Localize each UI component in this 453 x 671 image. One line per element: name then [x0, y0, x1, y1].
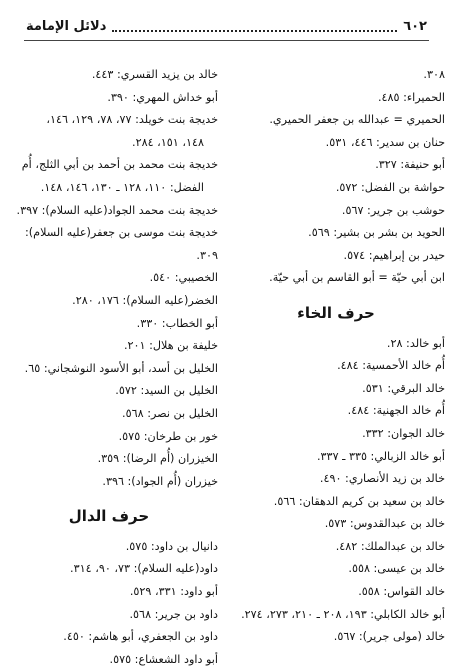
index-entry: خالد (مولى جرير): ٥٦٧.: [333, 630, 445, 644]
index-entry: دانيال بن داود: ٥٧٥.: [125, 539, 218, 553]
index-entry: خديجة بنت محمد الجواد(عليه السلام): ٣٩٧.: [16, 203, 218, 217]
left-entries-bottom: [0, 536, 218, 671]
index-entry: أُم خالد الأحمسية: ٤٨٤.: [337, 359, 445, 373]
index-entry: أبو حنيفة: ٣٢٧.: [375, 158, 445, 172]
right-entries-top: [227, 64, 445, 290]
index-entry: أبو خالد الزبالي: ٣٣٥ ـ ٣٣٧.: [316, 449, 445, 463]
index-entry: الحميري = عبدالله بن جعفر الحميري.: [269, 113, 445, 127]
index-entry: داود بن جرير: ٥٦٨.: [129, 607, 218, 621]
index-entry: أُم خالد الجهنية: ٤٨٤.: [347, 404, 445, 418]
index-entry: الخضر(عليه السلام): ١٧٦، ٢٨٠.: [72, 293, 218, 307]
index-entry: حوشب بن جرير: ٥٦٧.: [341, 203, 445, 217]
index-entry: خديجة بنت موسى بن جعفر(عليه السلام): ٣٠٩.: [25, 226, 218, 262]
index-entry: أبو داود: ٣٣١، ٥٢٩.: [129, 585, 218, 599]
index-entry: خالد بن يزيد القسري: ٤٤٣.: [91, 68, 218, 81]
index-entry: حنان بن سدير: ٤٤٦، ٥٣١.: [325, 135, 445, 149]
index-entry: داود(عليه السلام): ٧٣، ٩٠، ٣١٤.: [70, 562, 218, 576]
index-entry: خالد القواس: ٥٥٨.: [358, 585, 445, 599]
index-entry: الخصيبي: ٥٤٠.: [149, 271, 218, 285]
index-entry: أبو خالد الكابلي: ١٩٣، ٢٠٨ ـ ٢١٠، ٢٧٣، ٢٧٤.: [241, 607, 445, 621]
page-number: ٦٠٢: [403, 18, 427, 34]
index-entry: خالد بن زيد الأنصاري: ٤٩٠.: [319, 472, 445, 486]
section-heading-dal: حرف الدال: [68, 507, 150, 526]
index-entry: خديجة بنت محمد بن أحمد بن أبي الثلج، أُم: [21, 158, 218, 172]
index-entry: خالد بن سعيد بن كريم الدهقان: ٥٦٦.: [273, 494, 445, 508]
section-heading-khaa: حرف الخاء: [297, 303, 375, 322]
index-entry: خور بن طرخان: ٥٧٥.: [118, 429, 218, 443]
index-entry: أبو خالد: ٢٨.: [386, 336, 445, 350]
index-entry: الحويد بن بشر بن بشير: ٥٦٩.: [308, 226, 445, 240]
index-entry: خالد بن عيسى: ٥٥٨.: [348, 562, 445, 576]
index-entry: الفضل: ١١٠، ١٢٨ ـ ١٣٠، ١٤٦، ١٤٨.: [40, 180, 204, 194]
index-entry: خليفة بن هلال: ٢٠١.: [123, 339, 218, 353]
index-entry: أبو داود الشعشاع: ٥٧٥.: [109, 652, 218, 666]
index-entry: حيدر بن إبراهيم: ٥٧٤.: [343, 248, 445, 262]
index-entry: ٣٠٨.: [423, 68, 445, 81]
index-entry: خيزران (أُم الجواد): ٣٩٦.: [102, 474, 218, 488]
index-entry: خالد الجوان: ٣٣٢.: [362, 426, 445, 440]
index-entry: الخليل بن السيد: ٥٧٢.: [115, 384, 218, 398]
book-title: دلائل الإمامة: [26, 18, 107, 34]
index-entry: خالد بن عبدالملك: ٤٨٢.: [335, 539, 445, 553]
index-entry: ابن أبي حيّة = أبو القاسم بن أبي حيّة.: [269, 271, 445, 285]
right-entries-bottom: [227, 333, 445, 649]
right-column: [227, 64, 445, 649]
running-head: [26, 16, 427, 36]
index-entry: حواشة بن الفضل: ٥٧٢.: [335, 180, 445, 194]
index-entry: الخليل بن أسد، أبو الأسود النوشجاني: ٦٥.: [24, 361, 218, 375]
header-rule: [24, 40, 429, 41]
index-entry: أبو الخطاب: ٣٣٠.: [136, 316, 218, 330]
index-entry: أبو خداش المهري: ٣٩٠.: [107, 90, 218, 104]
index-entry: الحميراء: ٤٨٥.: [377, 90, 445, 104]
index-entry: خديجة بنت خويلد: ٧٧، ٧٨، ١٢٩، ١٤٦،: [46, 113, 218, 127]
left-entries-top: [0, 64, 218, 493]
index-entry: خالد بن عبدالقدوس: ٥٧٣.: [324, 517, 445, 531]
index-entry: ١٤٨، ١٥١، ٢٨٤.: [132, 135, 204, 149]
left-column: [0, 64, 218, 671]
index-entry: الخليل بن نصر: ٥٦٨.: [122, 406, 218, 420]
index-entry: خالد البرقي: ٥٣١.: [362, 381, 445, 395]
index-entry: داود بن الجعفري، أبو هاشم: ٤٥٠.: [63, 630, 218, 644]
index-entry: الخيزران (أُم الرضا): ٣٥٩.: [97, 452, 218, 466]
leader-dots: [112, 26, 397, 32]
